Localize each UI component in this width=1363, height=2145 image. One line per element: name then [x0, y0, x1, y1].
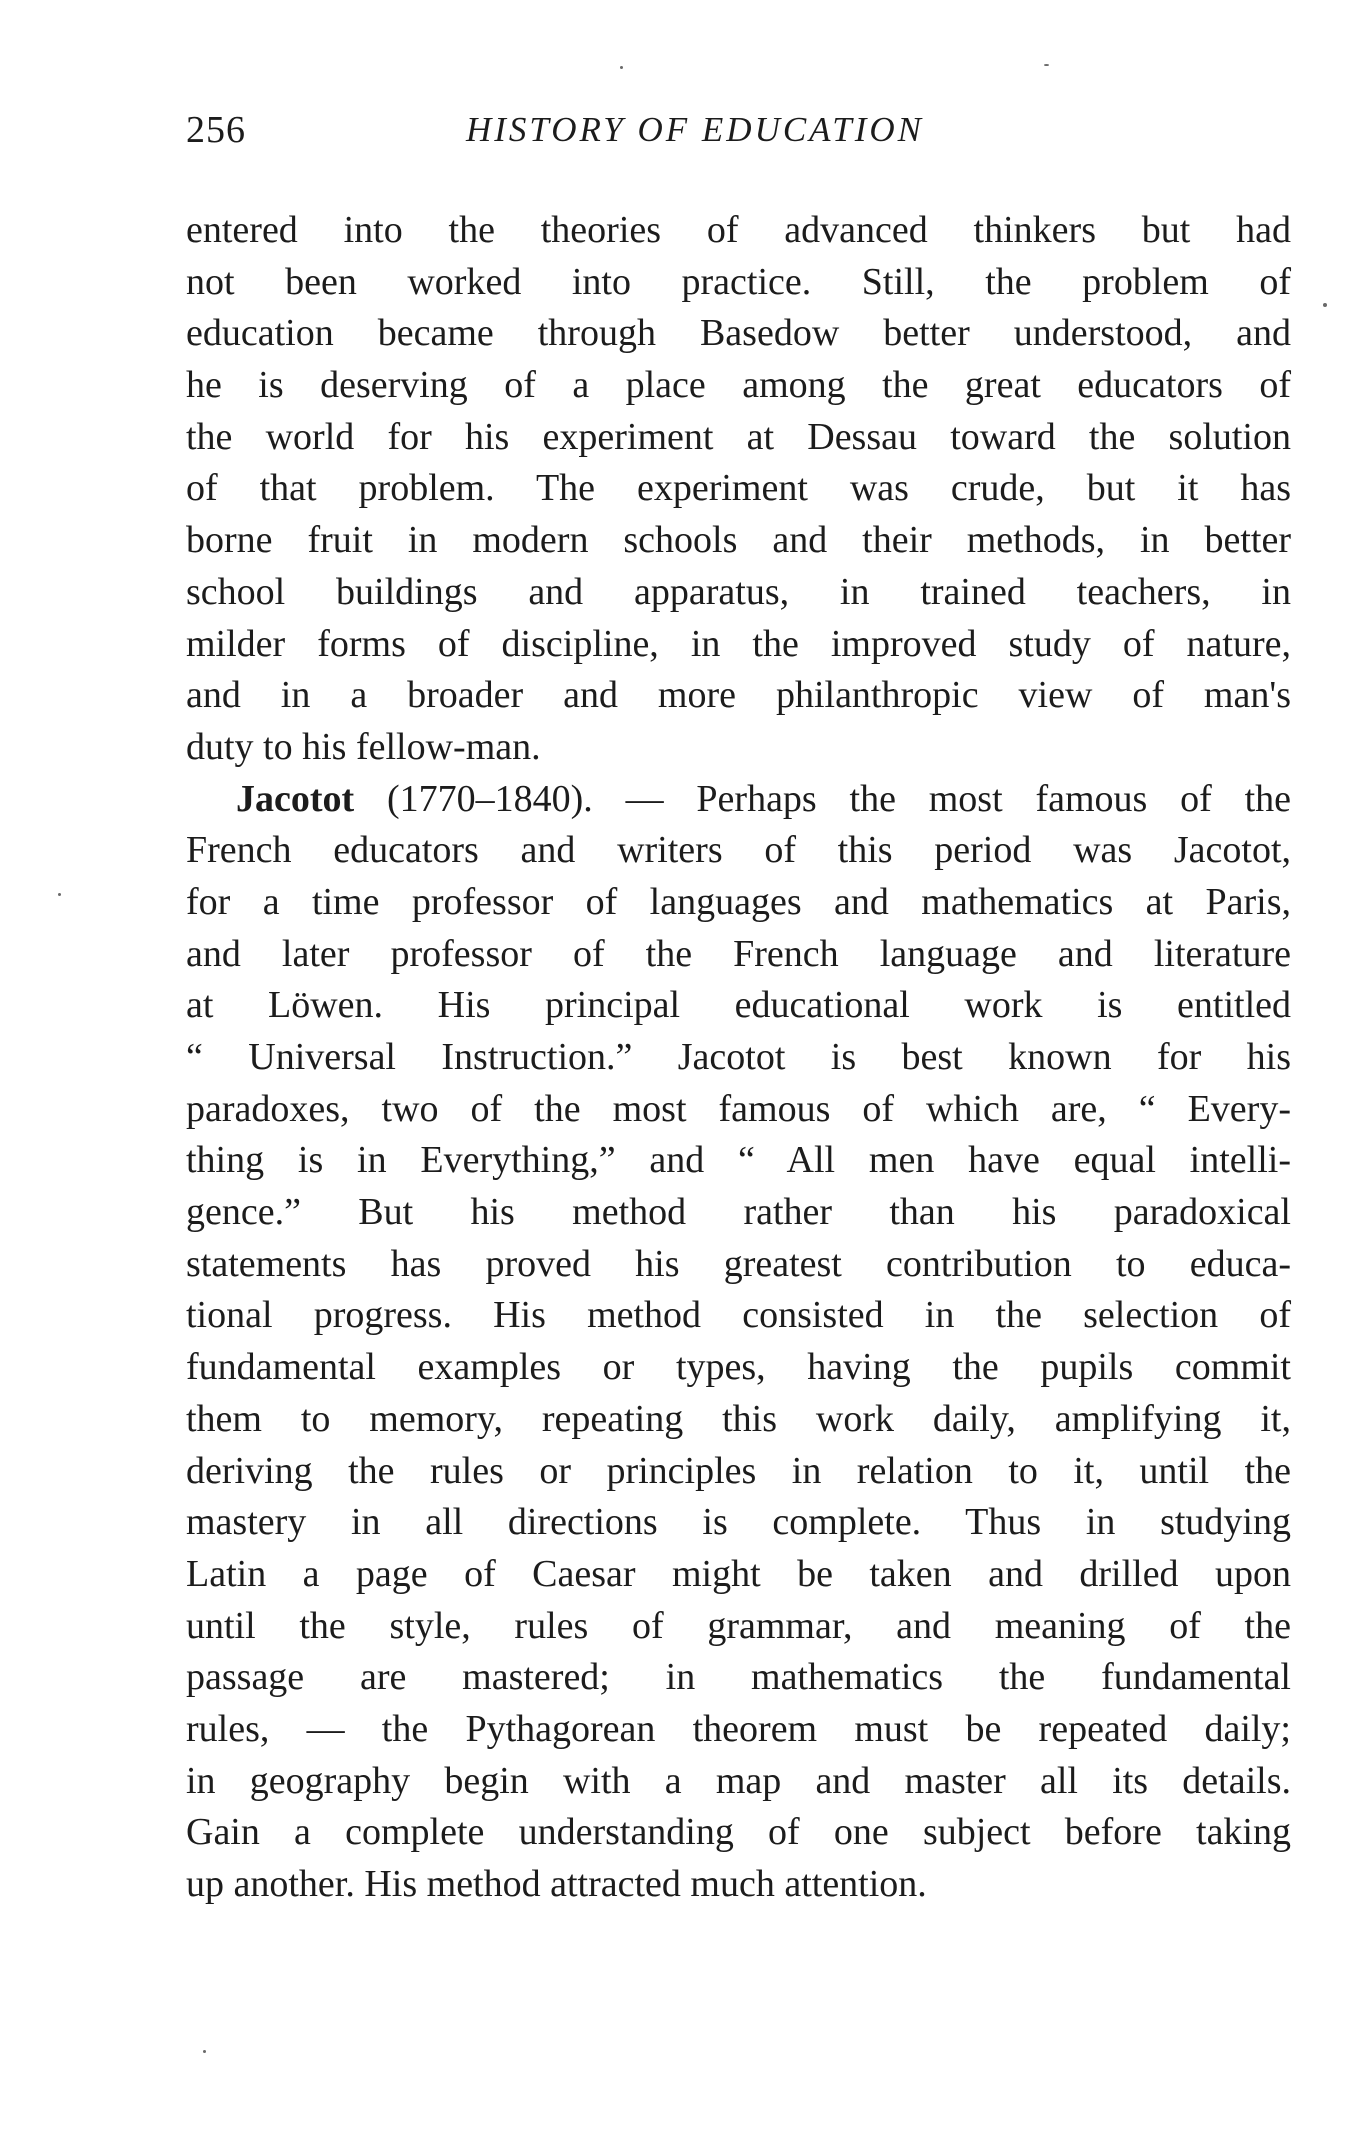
- body-text: [186, 205, 1291, 1911]
- text-line: French educators and writers of this period was Jacotot,: [186, 829, 1291, 872]
- text-line: rules, — the Pythagorean theorem must be repeated daily;: [186, 1707, 1291, 1750]
- text-line: until the style, rules of grammar, and meaning of the: [186, 1604, 1291, 1647]
- text-line: thing is in Everything,” and “ All men have equal intelli-: [186, 1139, 1291, 1182]
- text-line: statements has proved his greatest contribution to educa-: [186, 1242, 1291, 1285]
- text-line: gence.” But his method rather than his paradoxical: [186, 1191, 1291, 1234]
- paragraph-basedow: [186, 205, 1291, 774]
- text-line: deriving the rules or principles in relation to it, until the: [186, 1449, 1291, 1492]
- section-first-line-text: — Perhaps the most famous of the: [592, 777, 1291, 820]
- scan-speck: [203, 2050, 206, 2053]
- scan-speck: [1323, 303, 1327, 307]
- text-line: Latin a page of Caesar might be taken and drilled upon: [186, 1552, 1291, 1595]
- text-line: at Löwen. His principal educational work is entitled: [186, 984, 1291, 1027]
- text-line: mastery in all directions is complete. Thus in studying: [186, 1501, 1291, 1544]
- text-line: passage are mastered; in mathematics the fundamental: [186, 1656, 1291, 1699]
- text-line: in geography begin with a map and master all its details.: [186, 1759, 1291, 1802]
- text-line: tional progress. His method consisted in the selection of: [186, 1294, 1291, 1337]
- page-header: [186, 108, 1296, 168]
- text-line: them to memory, repeating this work daily, amplifying it,: [186, 1397, 1291, 1440]
- section-heading-dates: (1770–1840).: [387, 777, 593, 820]
- page-number: 256: [186, 109, 246, 151]
- text-line: “ Universal Instruction.” Jacotot is best known for his: [186, 1036, 1291, 1078]
- scan-speck: [1044, 64, 1049, 66]
- scan-speck: [620, 66, 623, 69]
- text-line: of that problem. The experiment was crude, but it has: [186, 467, 1291, 510]
- text-line: and in a broader and more philanthropic view of man's: [186, 674, 1291, 717]
- text-line: the world for his experiment at Dessau toward the solution: [186, 415, 1291, 458]
- text-line: borne fruit in modern schools and their methods, in better: [186, 519, 1291, 562]
- text-line: and later professor of the French language and literature: [186, 932, 1291, 975]
- text-line: Gain a complete understanding of one subject before taking: [186, 1811, 1291, 1854]
- section-first-line: [186, 774, 1291, 826]
- text-line: not been worked into practice. Still, the problem of: [186, 260, 1291, 303]
- text-line: up another. His method attracted much attention.: [186, 1863, 927, 1905]
- running-title: HISTORY OF EDUCATION: [466, 110, 925, 149]
- text-line: entered into the theories of advanced thinkers but had: [186, 209, 1291, 251]
- text-line: paradoxes, two of the most famous of which are, “ Every-: [186, 1087, 1291, 1130]
- scan-speck: [58, 893, 61, 896]
- text-line: fundamental examples or types, having the pupils commit: [186, 1346, 1291, 1389]
- paragraph-jacotot: [186, 774, 1291, 1911]
- text-line: duty to his fellow-man.: [186, 725, 541, 768]
- text-line: for a time professor of languages and mathematics at Paris,: [186, 880, 1291, 923]
- text-line: school buildings and apparatus, in trained teachers, in: [186, 570, 1291, 613]
- text-line: education became through Basedow better understood, and: [186, 312, 1291, 355]
- text-line: milder forms of discipline, in the improved study of nature,: [186, 622, 1291, 665]
- section-heading: Jacotot: [236, 777, 355, 820]
- text-line: he is deserving of a place among the great educators of: [186, 364, 1291, 407]
